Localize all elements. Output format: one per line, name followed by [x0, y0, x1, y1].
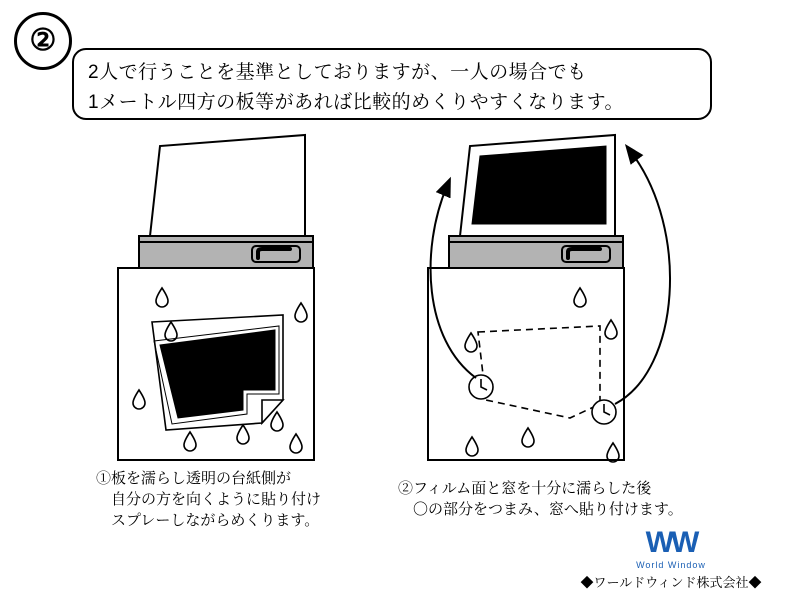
caption-line-2: 1メートル四方の板等があれば比較的めくりやすくなります。 — [88, 92, 625, 113]
left-detail-panel — [118, 268, 314, 460]
left-caption-line-3: スプレーしながらめくります。 — [96, 512, 320, 529]
left-car-door — [139, 135, 313, 268]
tinted-window-shape — [472, 146, 606, 224]
step-number-badge: ② — [14, 12, 72, 70]
company-name: ◆ワールドウィンド株式会社◆ — [580, 575, 762, 590]
caption-line-1: 2人で行うことを基準としておりますが、一人の場合でも — [88, 62, 587, 83]
left-panel-caption — [96, 468, 321, 531]
door-handle-icon — [562, 246, 610, 262]
footer-logo-block — [556, 528, 786, 592]
left-caption-line-2: 自分の方を向くように貼り付け — [96, 491, 322, 508]
right-car-door — [449, 135, 623, 268]
right-caption-line-2: 〇の部分をつまみ、窓へ貼り付けます。 — [398, 501, 683, 518]
grip-point-circle — [592, 400, 616, 424]
right-caption-line-1: ②フィルム面と窓を十分に濡らした後 — [398, 480, 652, 497]
grip-point-circle — [469, 375, 493, 399]
right-panel-caption — [398, 478, 683, 520]
right-detail-panel — [428, 268, 624, 462]
car-window-outline — [150, 135, 305, 236]
brand-logo-mark: WW — [645, 526, 697, 559]
brand-logo-subtitle: World Window — [636, 560, 706, 570]
left-caption-line-1: ①板を濡らし透明の台紙側が — [96, 470, 292, 487]
door-handle-icon — [252, 246, 300, 262]
